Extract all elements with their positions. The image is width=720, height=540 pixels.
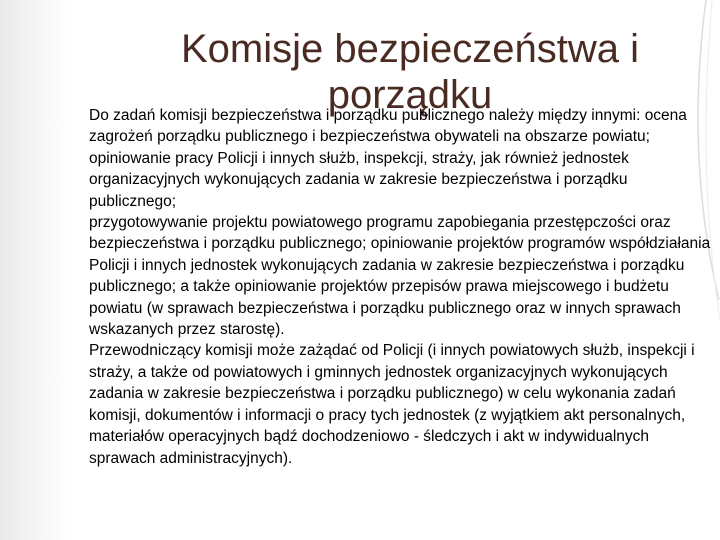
paragraph: Do zadań komisji bezpieczeństwa i porządku publicznego należy między innymi: ocena zagrożeń porządku publicznego i bezpieczeństwa obywateli na obszarze powiatu;	[89, 107, 687, 146]
paragraph: przygotowywanie projektu powiatowego programu zapobiegania przestępczości oraz bezpieczeństwa i porządku publicznego; opiniowanie projektów programów współdziałania Policji i innych jednostek wykonujących zadania w zakresie bezpieczeństwa i porządku publicznego; a także opiniowanie projektów przepisów prawa miejscowego i budżetu powiatu (w sprawach bezpieczeństwa i porządku publicznego oraz w innych sprawach wskazanych przez starostę).	[89, 214, 711, 339]
title-line-2: porządku	[327, 73, 493, 117]
paragraph: Przewodniczący komisji może zażądać od Policji (i innych powiatowych służb, inspekcji i straży, a także od powiatowych i gminnych jednostek organizacyjnych wykonujących zadania w zakresie bezpieczeństwa i porządku publicznego) w celu wykonania zadań komisji, dokumentów i informacji o pracy tych jednostek (z wyjątkiem akt personalnych, materiałów operacyjnych bądź dochodzeniowo - śledczych i akt w indywidualnych sprawach administracyjnych).	[89, 342, 695, 467]
title-line-1: Komisje bezpieczeństwa i	[181, 27, 639, 71]
paragraph: opiniowanie pracy Policji i innych służb, inspekcji, straży, jak również jednostek organizacyjnych wykonujących zadania w zakresie bezpieczeństwa i porządku publicznego;	[89, 149, 629, 210]
body-text	[89, 105, 711, 469]
